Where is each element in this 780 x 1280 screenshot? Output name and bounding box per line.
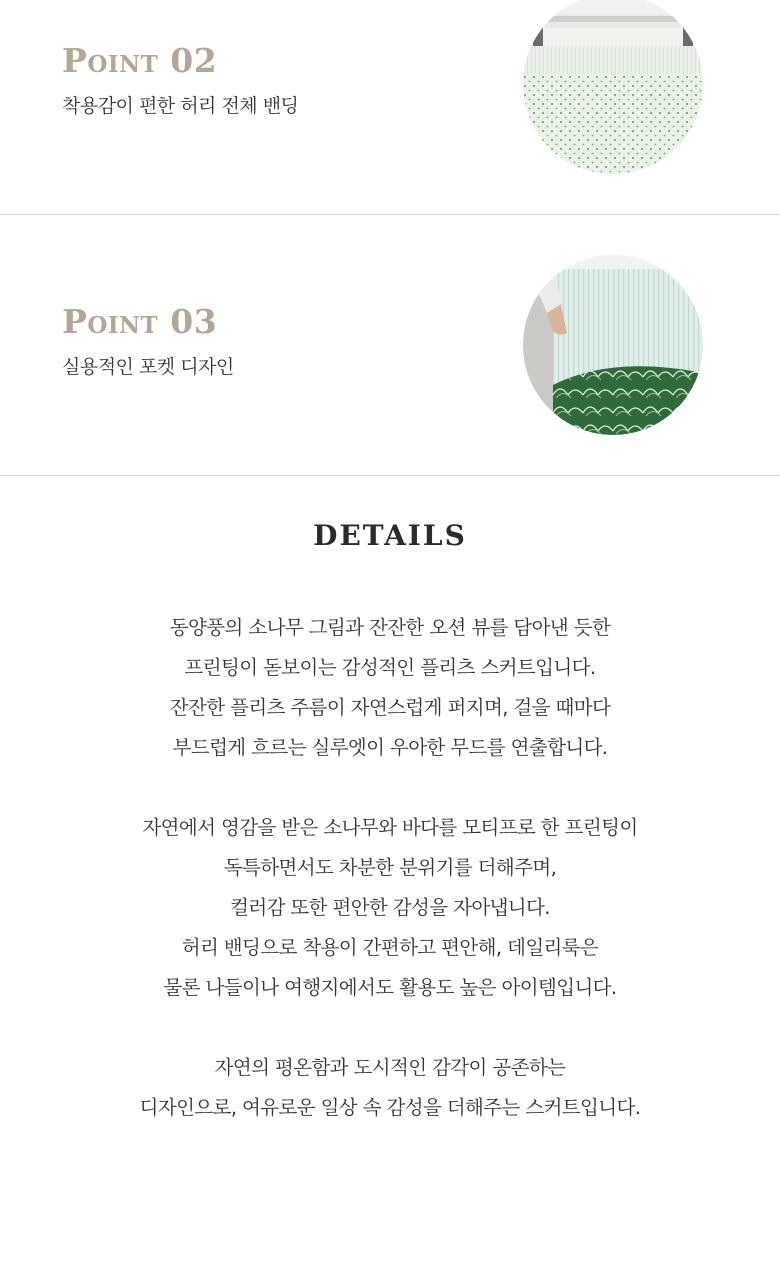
point-03-description: 실용적인 포켓 디자인: [62, 356, 234, 378]
details-text-line: 잔잔한 플리츠 주름이 자연스럽게 퍼지며, 걸을 때마다: [169, 696, 611, 719]
details-title: DETAILS: [313, 519, 467, 552]
details-text-line: 허리 밴딩으로 착용이 간편하고 편안해, 데일리룩은: [181, 936, 599, 959]
pocket-detail-image: [523, 255, 703, 435]
paragraph-gap: [0, 768, 780, 808]
details-text-line: 부드럽게 흐르는 실루엣이 우아한 무드를 연출합니다.: [172, 736, 608, 759]
details-text-line: 프린팅이 돋보이는 감성적인 플리츠 스커트입니다.: [184, 656, 596, 679]
point-02-section: [0, 0, 780, 214]
point-03-title: Point 03: [62, 302, 218, 341]
point-03-section: [0, 215, 780, 475]
details-body: [0, 608, 780, 1128]
details-text-line: 동양풍의 소나무 그림과 잔잔한 오션 뷰를 담아낸 듯한: [169, 616, 611, 639]
details-text-line: 물론 나들이나 여행지에서도 활용도 높은 아이템입니다.: [163, 976, 617, 999]
point-02-title: Point 02: [62, 41, 218, 80]
waistband-closeup-image: [523, 0, 703, 174]
paragraph-gap: [0, 1008, 780, 1048]
details-text-line: 자연의 평온함과 도시적인 감각이 공존하는: [214, 1056, 566, 1079]
details-text-line: 컬러감 또한 편안한 감성을 자아냅니다.: [230, 896, 550, 919]
details-text-line: 독특하면서도 차분한 분위기를 더해주며,: [223, 856, 557, 879]
section-divider: [0, 475, 780, 476]
point-02-description: 착용감이 편한 허리 전체 밴딩: [62, 95, 299, 117]
details-text-line: 디자인으로, 여유로운 일상 속 감성을 더해주는 스커트입니다.: [139, 1096, 641, 1119]
details-text-line: 자연에서 영감을 받은 소나무와 바다를 모티프로 한 프린팅이: [142, 816, 638, 839]
